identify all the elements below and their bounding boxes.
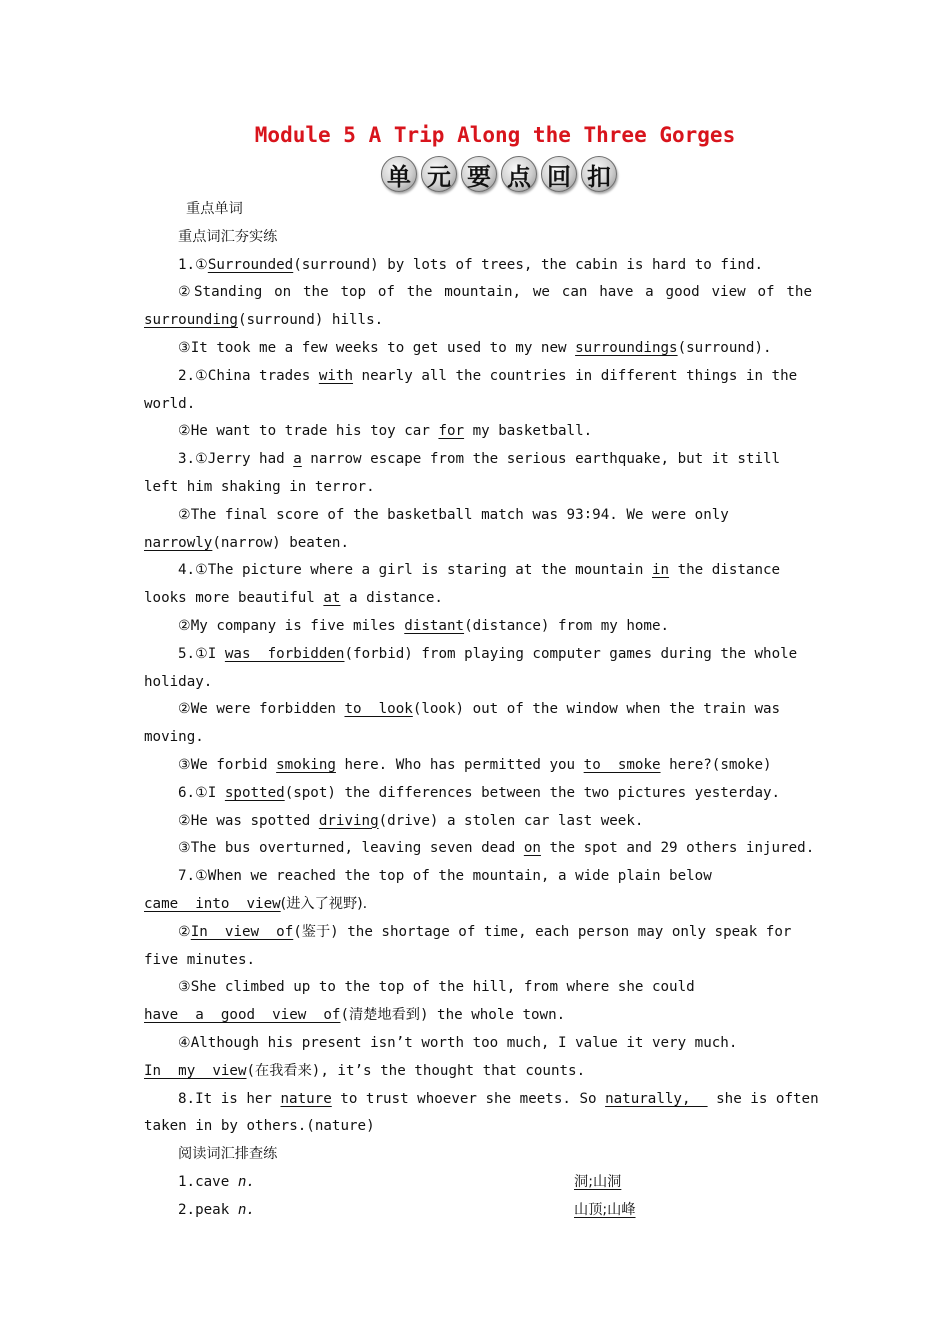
answer: was forbidden	[224, 645, 345, 662]
exercise-line: 4.①The picture where a girl is staring at the mountain in the distance	[178, 562, 781, 579]
answer: naturally,	[605, 1090, 708, 1107]
exercise-line: ②He want to trade his toy car for my basketball.	[178, 423, 593, 440]
answer: a	[293, 451, 302, 468]
exercise-line: five minutes.	[144, 951, 256, 968]
exercise-line: 1.①Surrounded(surround) by lots of trees, the cabin is hard to find.	[178, 256, 764, 273]
answer: In view of	[190, 923, 294, 940]
answer: driving	[318, 812, 379, 829]
exercise-line: 8.It is her nature to trust whoever she meets. So naturally, she is often	[178, 1090, 819, 1107]
answer: 山顶;山峰	[574, 1201, 636, 1218]
banner-char: 元	[421, 156, 457, 192]
exercise-line: 7.①When we reached the top of the mountain, a wide plain below	[178, 868, 712, 885]
exercise-line: ③She climbed up to the top of the hill, from where she could	[178, 979, 695, 996]
section-heading: 阅读词汇排查练	[178, 1146, 278, 1163]
exercise-line: ②The final score of the basketball match was 93∶94. We were only	[178, 506, 729, 523]
section-banner	[381, 156, 617, 192]
answer: narrowly	[144, 534, 213, 551]
page-title: Module 5 A Trip Along the Three Gorges	[254, 123, 736, 147]
document-body	[144, 196, 819, 1224]
exercise-line: surrounding(surround) hills.	[144, 312, 384, 329]
answer: In my view	[144, 1062, 247, 1079]
section-heading: 重点词汇夯实练	[178, 228, 278, 245]
answer: for	[438, 423, 465, 440]
banner-char: 回	[541, 156, 577, 192]
exercise-line: have a good view of(清楚地看到) the whole town.	[144, 1007, 566, 1024]
answer: spotted	[224, 784, 285, 801]
answer: came into view	[144, 895, 281, 912]
exercise-line: ②My company is five miles distant(distance) from my home.	[178, 617, 670, 634]
exercise-line: 2.①China trades with nearly all the countries in different things in the	[178, 367, 798, 384]
exercise-line: left him shaking in terror.	[144, 478, 375, 495]
exercise-line: 5.①I was forbidden(forbid) from playing computer games during the whole	[178, 645, 798, 662]
exercise-line: ③The bus overturned, leaving seven dead on the spot and 29 others injured.	[178, 840, 815, 857]
answer: to look	[344, 701, 413, 718]
banner-char: 点	[501, 156, 537, 192]
exercise-line: moving.	[144, 729, 204, 746]
exercise-line: 3.①Jerry had a narrow escape from the serious earthquake, but it still	[178, 451, 781, 468]
answer: to smoke	[583, 756, 661, 773]
answer: at	[323, 590, 341, 607]
exercise-line: ②He was spotted driving(drive) a stolen car last week.	[178, 812, 644, 829]
exercise-line: came into view(进入了视野).	[144, 895, 368, 912]
exercise-line: world.	[144, 395, 196, 412]
exercise-line: 6.①I spotted(spot) the differences between the two pictures yesterday.	[178, 784, 781, 801]
exercise-line: ②In view of(鉴于) the shortage of time, each person may only speak for	[178, 923, 792, 940]
answer: surrounding	[144, 312, 238, 329]
answer: smoking	[276, 756, 336, 773]
answer: in	[651, 562, 670, 579]
banner-char: 单	[381, 156, 417, 192]
exercise-line: ②We were forbidden to look(look) out of the window when the train was	[178, 701, 781, 718]
exercise-line: narrowly(narrow) beaten.	[144, 534, 350, 551]
vocab-row: 1.cave n. 洞;山洞	[144, 1169, 812, 1197]
exercise-line: In my view(在我看来), it’s the thought that counts.	[144, 1062, 586, 1079]
vocab-row: 2.peak n. 山顶;山峰	[144, 1197, 812, 1225]
banner-char: 扣	[581, 156, 617, 192]
exercise-line: looks more beautiful at a distance.	[144, 590, 443, 607]
answer: distant	[404, 617, 465, 634]
answer: on	[523, 840, 541, 857]
exercise-line: holiday.	[144, 673, 213, 690]
exercise-line: ③We forbid smoking here. Who has permitted you to smoke here?(smoke)	[178, 756, 772, 773]
answer: Surrounded	[207, 256, 294, 273]
exercise-line: ②Standing on the top of the mountain, we can have a good view of the	[178, 284, 812, 301]
answer: 洞;山洞	[574, 1173, 622, 1190]
exercise-line: ④Although his present isn’t worth too much, I value it very much.	[178, 1034, 738, 1051]
answer: surroundings	[575, 339, 678, 356]
banner-char: 要	[461, 156, 497, 192]
section-heading: 重点单词	[186, 201, 243, 217]
answer: have a good view of	[144, 1007, 341, 1024]
exercise-line: ③It took me a few weeks to get used to my new surroundings(surround).	[178, 339, 772, 356]
answer: nature	[280, 1090, 332, 1107]
answer: with	[318, 367, 354, 384]
exercise-line: taken in by others.(nature)	[144, 1118, 375, 1135]
